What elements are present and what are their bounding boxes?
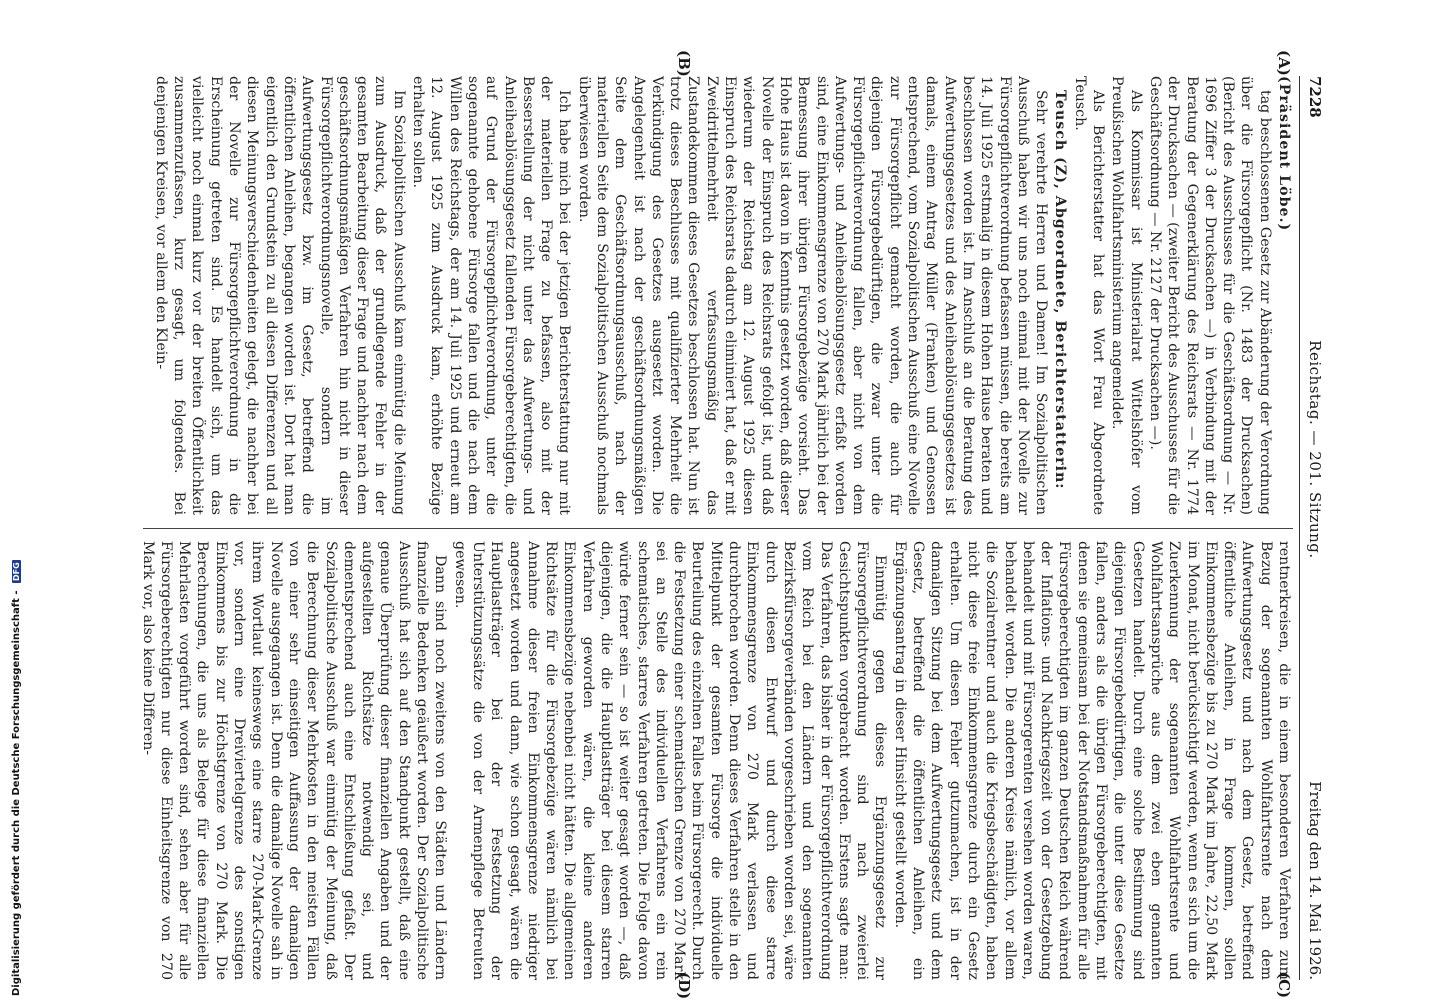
page-header — [1299, 76, 1324, 980]
paragraph: tag beschlossenen Gesetz zur Abänderung der Verordnung über die Fürsorgepflicht (Nr. 1483 der Drucksachen) (Bericht des Ausschusses für die Geschäftsordnung — Nr. 1696 Ziffer 3 der Drucksachen —) in Verbindung mit der Beratung der Gegenerklärung des Reichsrats — Nr. 1774 der Drucksachen — (zweiter Bericht des Ausschusses für die Geschäftsordnung — Nr. 2127 der Drucksachen —). — [1146, 76, 1273, 515]
credit-text: Digitalisierung gefördert durch die Deutsche Forschungsgemeinschaft - — [11, 590, 22, 996]
paragraph: rentnerkreisen, die in einem besonderen Verfahren zum Bezug der sogenannten Wohlfahrtsrente nach dem Aufwertungsgesetz und nach dem Gesetz, betreffend öffentliche Anleihen, in Frage kommen, sollen Einkommensbezüge bis zu 270 Mark im Jahre, 22,50 Mark im Monat, nicht berücksichtigt werden, wenn es sich um die Zuerkennung der sogenannten Wohlfahrtsrente und Wohlfahrtsansprüche aus dem zwei eben genannten Gesetzen handelt. Durch eine solche Bestimmung sind diejenigen Fürsorgebedürftigen, die unter diese Gesetze fallen, anders als die übrigen Fürsorgeberechtigten, mit denen sie gemeinsam bei der Notstandsmaßnahmen für alle Fürsorgeberechtigten im ganzen Deutschen Reich während der Inflations- und Nachkriegszeit von der Gesetzgebung behandelt und mit Fürsorgerenten versehen worden waren, behandelt worden. Die anderen Kreise nämlich, vor allem die Sozialrentner und auch die Kriegsbeschädigten, haben nicht diese freie Einkommensgrenze durch ein Gesetz erhalten. Um diesen Fehler gutzumachen, ist in der damaligen Sitzung bei dem Aufwertungsgesetz und dem Gesetz, betreffend die öffentlichen Anleihen, ein Ergänzungsantrag in dieser Hinsicht gestellt worden. — [891, 541, 1292, 980]
speaker-teusch: Teusch (Z), Abgeordnete, Berichterstatterin: — [1052, 90, 1069, 490]
paragraph: Als Berichterstatter hat das Wort Frau Abgeordnete Teusch. — [1071, 76, 1107, 515]
margin-mark-a: (A) — [1275, 50, 1293, 76]
page-title: Reichstag. — 201. Sitzung. — [1306, 340, 1324, 559]
paragraph: Ich habe mich bei der jetzigen Berichterstattung nur mit der materiellen Frage zu befassen, also mit der Besserstellung der nicht unter das Aufwertungs- und Anleiheablösungsgesetz fallenden Fürsorgeberechtigten, die auf Grund der Fürsorgepflichtverordnung, unter die sogenannte gehobene Fürsorge fallen und die nach dem Willen des Reichstags, der am 14. Juli 1925 und erneut am 12. August 1925 zum Ausdruck kam, erhöhte Bezüge erhalten sollen. — [410, 76, 573, 515]
margin-mark-c: (C) — [1275, 972, 1293, 999]
left-column — [137, 76, 1293, 515]
margin-mark-d: (D) — [675, 972, 693, 1000]
paragraph: Einmütig gegen dieses Ergänzungsgesetz zur Fürsorgepflichtverordnung sind nach zweierlei Gesichtspunkten vorgebracht worden. Erstens sagte man: Das Verfahren, das bisher in der Fürsorgepflichtverordnung vom Reich bei den Ländern und den sogenannten Bezirksfürsorgeverbänden vorgeschrieben worden sei, wäre durch diesen Entwurf und durch diese starre Einkommensgrenze von 270 Mark verlassen und durchbrochen worden. Denn dieses Verfahren stelle in den Mittelpunkt der gesamten Fürsorge die individuelle Beurteilung des einzelnen Falles beim Fürsorgerecht. Durch die Festsetzung einer schematischen Grenze von 270 Mark sei an Stelle des individuellen Verfahrens ein rein schematisches, starres Verfahren getreten. Die Folge davon würde ferner sein — so ist weiter gesagt worden —, daß diejenigen, die die Hauptlastträger bei diesem starren Verfahren geworden wären, die kleine anderen Einkommensbezüge nebenbei nicht hätten. Die allgemeinen Richtsätze für die Fürsorgebezüge wären nämlich bei Annahme dieser freien Einkommensgrenze niedriger angesetzt worden und dann, wie schon gesagt, wären die Hauptlastträger bei der Festsetzung der Unterstützungssätze die von der Armenpflege Betreuten gewesen. — [451, 541, 889, 980]
paragraph: Sehr verehrte Herren und Damen! Im Sozialpolitischen Ausschuß haben wir uns noch einmal mit der Novelle zur Fürsorgepflichtverordnung befassen müssen, die bereits am 14. Juli 1925 erstmalig in diesem Hohen Hause beraten und beschlossen worden ist. Im Anschluß an die Beratung des Aufwertungsgesetzes und des Anleiheablösungsgesetzes ist damals, einem Antrag Müller (Franken) und Genossen entsprechend, vom Sozialpolitischen Ausschuß eine Novelle zur Fürsorgepflicht gemacht worden, die auch für diejenigen Fürsorgebedürftigen, die zwar unter die Fürsorgepflichtverordnung fallen, aber nicht von dem Aufwertungs- und Anleiheablösungsgesetz erfaßt worden sind, eine Einkommensgrenze von 270 Mark jährlich bei der Bemessung ihrer übrigen Fürsorgebezüge vorsieht. Das Hohe Haus ist davon in Kenntnis gesetzt worden, daß dieser Novelle der Einspruch des Reichsrats gefolgt ist, und daß wiederum der Reichstag am 12. August 1925 diesen Einspruch des Reichsrats dadurch eliminiert hat, daß er mit Zweidrittelmehrheit verfassungsmäßig das Zustandekommen dieses Gesetzes beschlossen hat. Nun ist trotz dieses Beschlusses mit qualifizierter Mehrheit die Verkündigung des Gesetzes ausgesetzt worden. Die Angelegenheit ist nach der geschäftsordnungsmäßigen Seite dem Geschäftsordnungsausschuß, nach der materiellen Seite dem Sozialpolitischen Ausschuß nochmals überwiesen worden. — [575, 76, 1050, 515]
digitization-credit — [0, 0, 22, 1000]
paragraph: Im Sozialpolitischen Ausschuß kam einmütig die Meinung zum Ausdruck, daß der grundlegende Fehler in der gesamten Bearbeitung dieser Frage und nachher nach dem geschäftsordnungsmäßigen Verfahren hin nicht in dieser Fürsorgepflichtverordnungsnovelle, sondern im Aufwertungsgesetz bzw. im Gesetz, betreffend die öffentlichen Anleihen, begangen worden ist. Dort hat man eigentlich den Grundstein zu all diesen Differenzen und all diesen Meinungsverschiedenheiten gelegt, die nachher bei der Novelle zur Fürsorgepflichtverordnung in die Erscheinung getreten sind. Es handelt sich, um das vielleicht noch einmal kurz vor der breiten Öffentlichkeit zusammenzufassen, kurz gesagt, um folgendes. Bei denjenigen Kreisen, vor allem den Klein- — [152, 76, 407, 515]
paragraph: Als Kommissar ist Ministerialrat Wittelshöfer vom Preußischen Wohlfahrtsministerium angemeldet. — [1109, 76, 1144, 515]
page-number: 7228 — [1306, 76, 1324, 118]
credit-label — [11, 560, 22, 996]
column-divider — [143, 528, 1293, 529]
text-columns — [137, 50, 1293, 1000]
margin-mark-b: (B) — [675, 50, 693, 77]
rotated-document-page — [100, 50, 1330, 1000]
dfg-logo: DFG — [12, 562, 21, 581]
paragraph: Dann sind noch zweitens von den Städten und Ländern finanzielle Bedenken geäußert worden. Der Sozialpolitische Ausschuß hat sich auf den Standpunkt gestellt, daß eine genaue Überprüfung dieser finanziellen Angaben und der aufgestellten Richtsätze notwendig sei, und dementsprechend auch eine Entschließung gefaßt. Der Sozialpolitische Ausschuß war einmütig der Meinung, daß die Berechnung dieser Mehrkosten in den meisten Fällen von einer sehr einseitigen Auffassung der damaligen Novelle ausgegangen ist. Denn die damalige Novelle sah in ihrem Wortlaut keineswegs eine starre 270-Mark-Grenze vor, sondern eine Dreiviertelgrenze des sonstigen Einkommens bis zur Höchstgrenze von 270 Mark. Die Berechnungen, die uns als Belege für diese finanziellen Mehrlasten vorgeführt worden sind, sehen aber für alle Fürsorgeberechtigten nur diese Einheitsgrenze von 270 Mark vor, also keine Differen- — [139, 541, 449, 980]
speaker-president: (Präsident Löbe.) — [1276, 76, 1292, 232]
right-column — [137, 541, 1293, 980]
page-date: Freitag den 14. Mai 1926. — [1306, 781, 1324, 980]
